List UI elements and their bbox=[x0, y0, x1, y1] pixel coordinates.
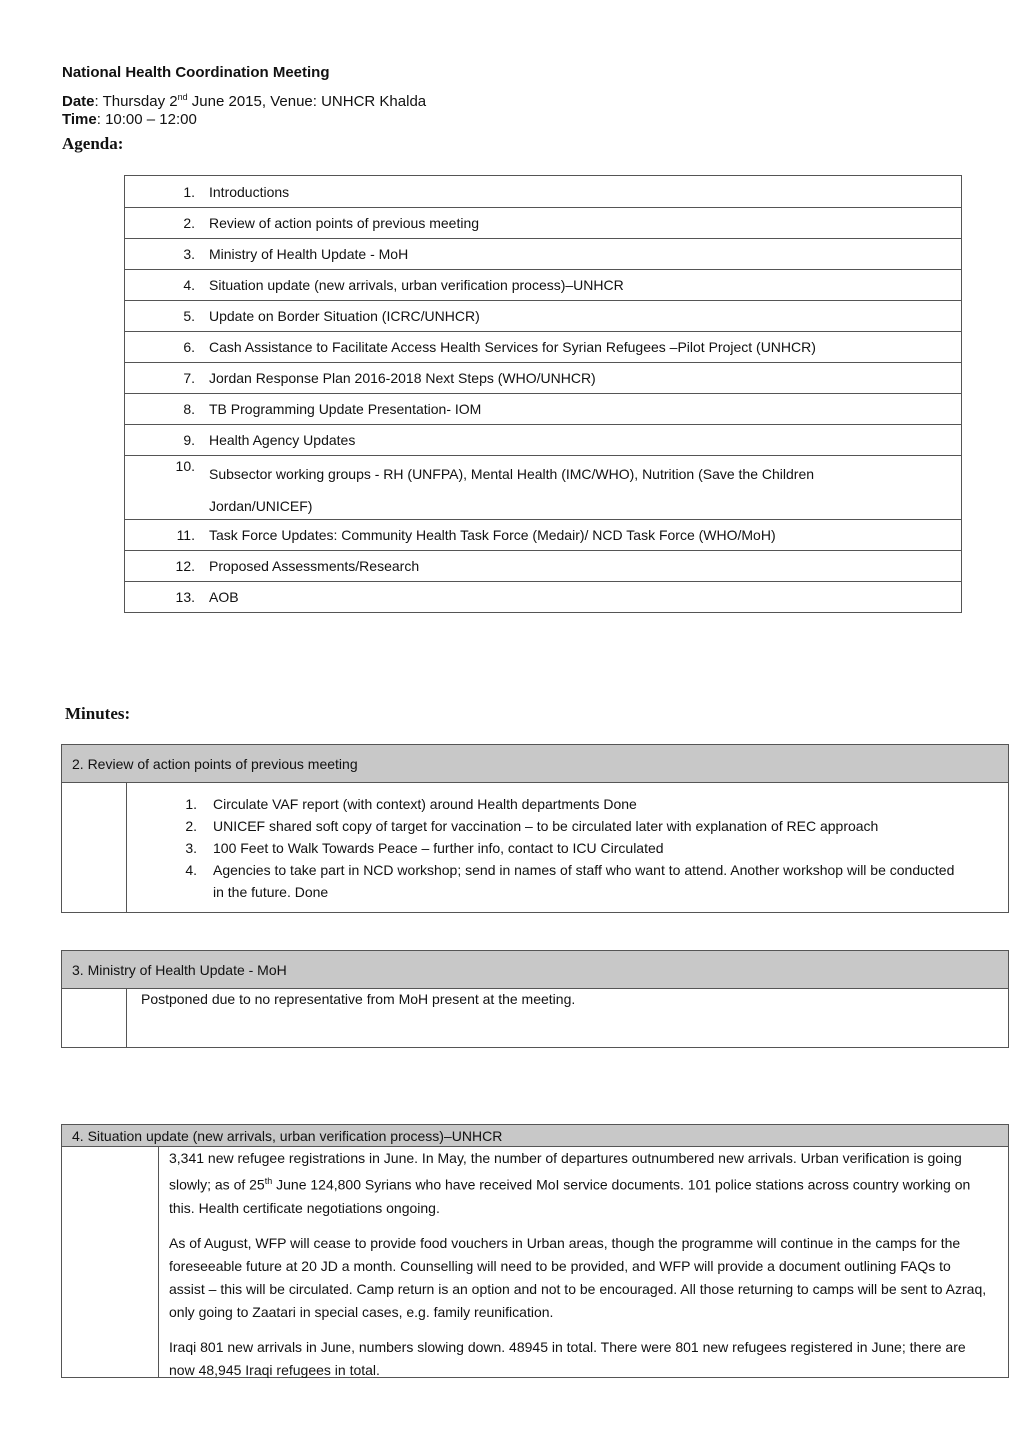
meeting-time: Time: 10:00 – 12:00 bbox=[62, 111, 197, 128]
agenda-item-number: 7. bbox=[183, 370, 195, 386]
agenda-item-line: Jordan Response Plan 2016-2018 Next Steps (WHO/UNHCR) bbox=[209, 370, 596, 386]
action-point-text: UNICEF shared soft copy of target for vaccination – to be circulated later with explanation of REC approach bbox=[213, 818, 879, 834]
agenda-row bbox=[125, 393, 961, 424]
action-point-number: 3. bbox=[185, 840, 197, 856]
action-point-item bbox=[127, 815, 1008, 837]
agenda-item-number: 13. bbox=[175, 589, 195, 605]
section-content bbox=[159, 1147, 1008, 1377]
agenda-item-text bbox=[209, 269, 961, 301]
agenda-item-line: Introductions bbox=[209, 183, 290, 200]
action-points-list bbox=[127, 783, 1008, 903]
action-point-number: 2. bbox=[185, 818, 197, 834]
action-point-number: 4. bbox=[185, 862, 197, 878]
agenda-row bbox=[125, 455, 961, 519]
agenda-row bbox=[125, 300, 961, 331]
agenda-item-line: TB Programming Update Presentation- IOM bbox=[209, 401, 482, 417]
agenda-item-line: Proposed Assessments/Research bbox=[209, 558, 420, 574]
section-header: 3. Ministry of Health Update - MoH bbox=[62, 951, 1008, 989]
agenda-item-line: Cash Assistance to Facilitate Access Health Services for Syrian Refugees –Pilot Project (UNHCR) bbox=[209, 339, 816, 355]
action-point-text: Circulate VAF report (with context) around Health departments Done bbox=[213, 796, 637, 812]
section-review-action-points bbox=[61, 744, 1009, 913]
agenda-item-number: 10. bbox=[175, 458, 195, 474]
agenda-item-text bbox=[209, 176, 961, 208]
document-title: National Health Coordination Meeting bbox=[62, 64, 330, 81]
agenda-item-text bbox=[209, 300, 961, 332]
section-header: 2. Review of action points of previous meeting bbox=[62, 745, 1008, 783]
agenda-row bbox=[125, 581, 961, 612]
agenda-row bbox=[125, 331, 961, 362]
agenda-item-text bbox=[209, 424, 961, 456]
action-point-item bbox=[127, 837, 1008, 859]
section-left-cell bbox=[62, 989, 127, 1047]
agenda-item-line: Update on Border Situation (ICRC/UNHCR) bbox=[209, 308, 480, 324]
agenda-item-text bbox=[209, 331, 961, 363]
agenda-item-number: 11. bbox=[176, 527, 195, 543]
agenda-item-number: 6. bbox=[183, 339, 195, 355]
section-left-cell bbox=[62, 1147, 159, 1377]
agenda-item-text bbox=[209, 238, 961, 270]
agenda-item-line: Review of action points of previous meeting bbox=[209, 215, 480, 231]
agenda-row bbox=[125, 238, 961, 269]
agenda-item-text bbox=[209, 581, 961, 613]
agenda-row bbox=[125, 207, 961, 238]
agenda-item-number: 12. bbox=[175, 558, 195, 574]
paragraph-wfp: As of August, WFP will cease to provide food vouchers in Urban areas, though the programme will continue in the camps for the foreseeable future at 20 JD a month. Counselling will need to be provided, and WFP will provide a document outlining FAQs to assist – this will be circulated. Camp return is an option and not to be encouraged. All those returning to camps will be sent to Azraq, only going to Zaatari in special cases, e.g. family reunification. bbox=[169, 1234, 987, 1320]
agenda-item-text bbox=[209, 207, 961, 239]
agenda-row bbox=[125, 519, 961, 550]
section-moh-update bbox=[61, 950, 1009, 1048]
action-point-item bbox=[127, 859, 1008, 903]
agenda-heading: Agenda: bbox=[62, 134, 124, 153]
agenda-item-line: Subsector working groups - RH (UNFPA), Mental Health (IMC/WHO), Nutrition (Save the Children bbox=[209, 466, 815, 482]
section-situation-update bbox=[61, 1124, 1009, 1378]
agenda-item-line: Health Agency Updates bbox=[209, 432, 356, 448]
agenda-item-number: 4. bbox=[183, 277, 195, 293]
agenda-row bbox=[125, 362, 961, 393]
agenda-item-line: Jordan/UNICEF) bbox=[209, 498, 313, 514]
agenda-table bbox=[124, 175, 962, 613]
agenda-item-text bbox=[209, 550, 961, 582]
agenda-item-text bbox=[209, 393, 961, 425]
agenda-item-text bbox=[209, 458, 961, 522]
agenda-item-line: Situation update (new arrivals, urban verification process)–UNHCR bbox=[209, 277, 624, 293]
minutes-heading: Minutes: bbox=[65, 704, 131, 723]
agenda-row bbox=[125, 550, 961, 581]
action-point-text: Agencies to take part in NCD workshop; send in names of staff who want to attend. Another workshop will be conducted in the future. Done bbox=[213, 862, 955, 900]
agenda-item-line: Ministry of Health Update - MoH bbox=[209, 246, 409, 262]
agenda-item-number: 8. bbox=[183, 401, 195, 417]
action-point-item bbox=[127, 793, 1008, 815]
agenda-item-line: Task Force Updates: Community Health Task Force (Medair)/ NCD Task Force (WHO/MoH) bbox=[209, 527, 776, 543]
agenda-row bbox=[125, 176, 961, 207]
agenda-item-line: AOB bbox=[209, 589, 239, 605]
section-content bbox=[127, 989, 1008, 1047]
agenda-item-text bbox=[209, 519, 961, 551]
agenda-item-number: 2. bbox=[183, 215, 195, 231]
agenda-row bbox=[125, 269, 961, 300]
action-point-number: 1. bbox=[185, 796, 197, 812]
agenda-item-number: 5. bbox=[183, 308, 195, 324]
section-header: 4. Situation update (new arrivals, urban verification process)–UNHCR bbox=[62, 1125, 1008, 1147]
agenda-row bbox=[125, 424, 961, 455]
agenda-item-number: 3. bbox=[183, 246, 195, 262]
section-left-cell bbox=[62, 783, 127, 912]
agenda-item-text bbox=[209, 362, 961, 394]
moh-update-text: Postponed due to no representative from MoH present at the meeting. bbox=[141, 991, 576, 1007]
paragraph-registrations: 3,341 new refugee registrations in June. In May, the number of departures outnumbered new arrivals. Urban verification is going slowly; as of 25th June 124,800 Syrians who have received MoI service documents. 101 police stations across country working on this. Health certificate negotiations ongoing. bbox=[169, 1150, 971, 1216]
agenda-item-number: 1. bbox=[183, 183, 195, 200]
section-content bbox=[127, 783, 1008, 912]
agenda-item-number: 9. bbox=[183, 432, 195, 448]
meeting-date: Date: Thursday 2nd June 2015, Venue: UNHCR Khalda bbox=[62, 92, 427, 110]
paragraph-iraqi: Iraqi 801 new arrivals in June, numbers slowing down. 48945 in total. There were 801 new refugees registered in June; there are now 48,945 Iraqi refugees in total. bbox=[169, 1338, 966, 1378]
action-point-text: 100 Feet to Walk Towards Peace – further info, contact to ICU Circulated bbox=[213, 840, 664, 856]
